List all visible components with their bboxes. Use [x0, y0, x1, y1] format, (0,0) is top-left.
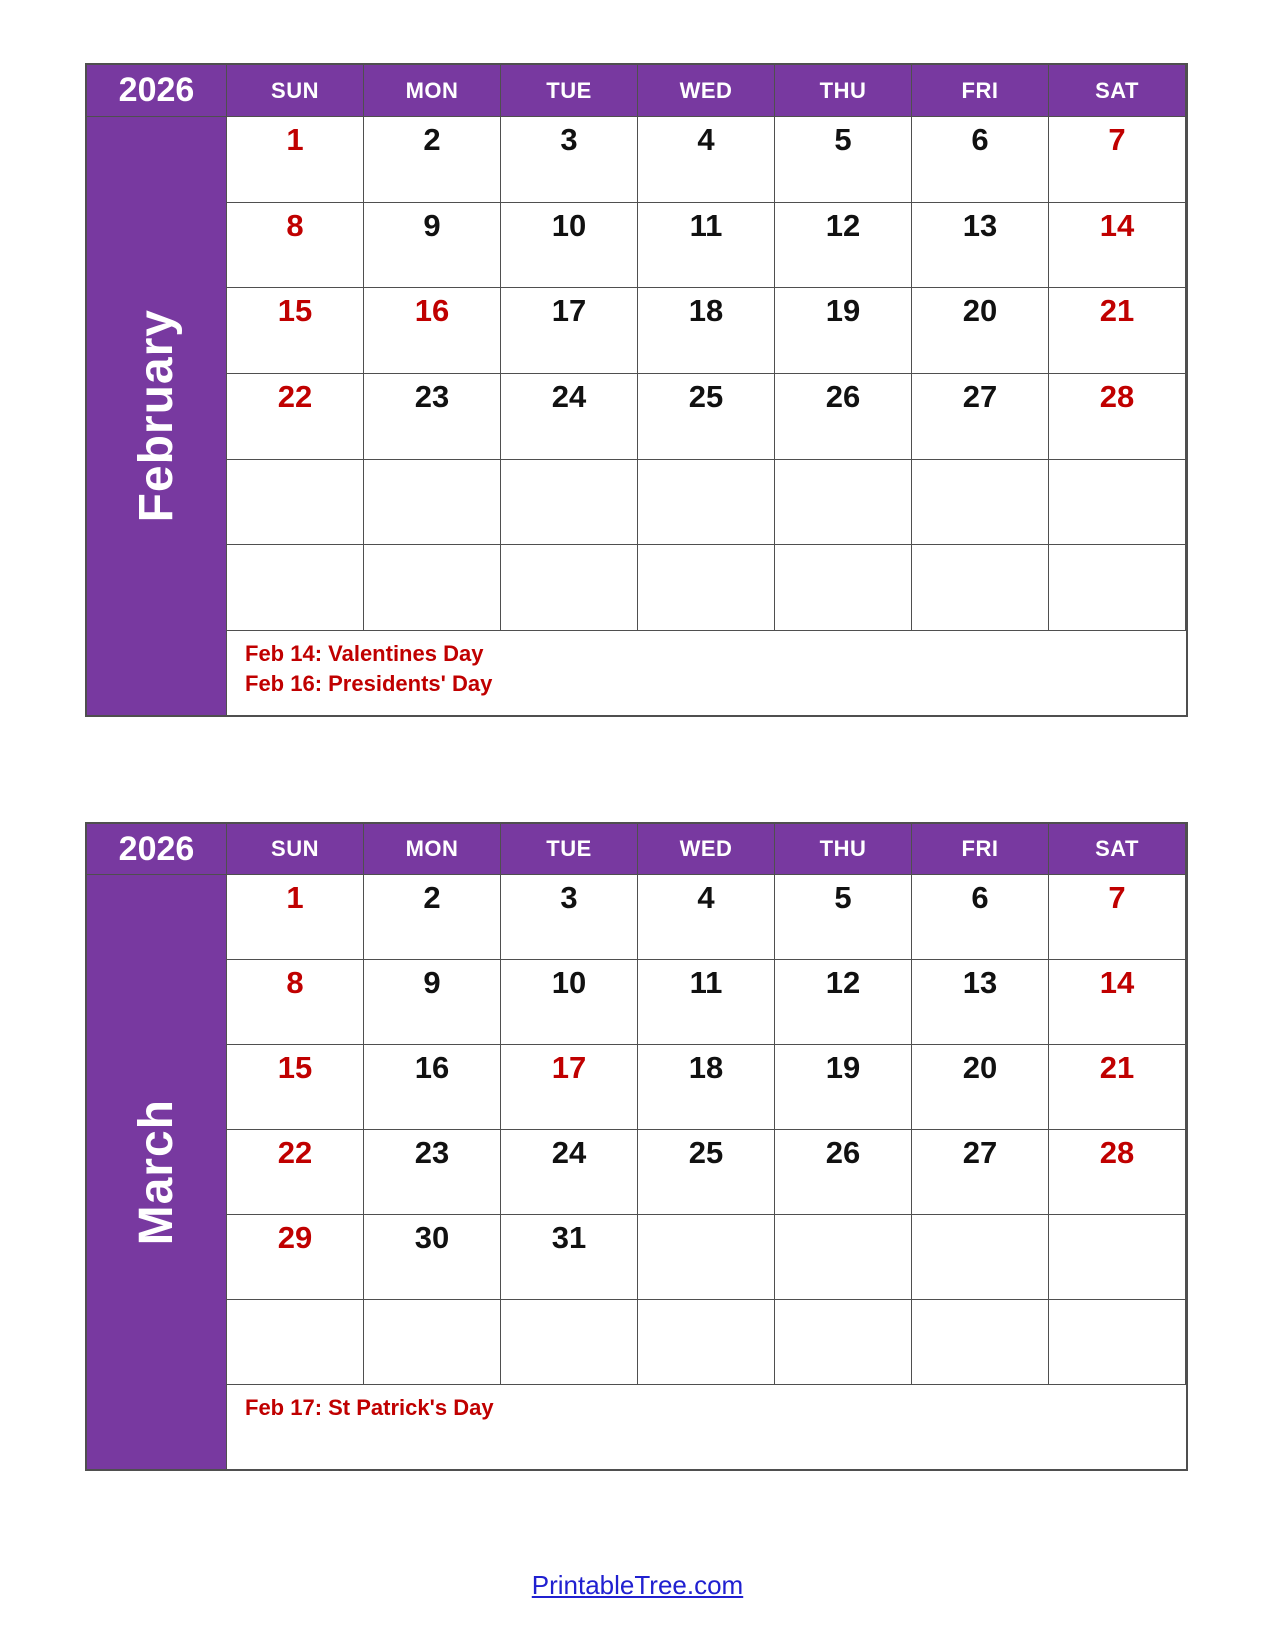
- day-cell-14: 14: [1049, 203, 1186, 289]
- day-cell-15: 15: [227, 288, 364, 374]
- day-cell-18: 18: [638, 288, 775, 374]
- day-cell-27: 27: [912, 1130, 1049, 1215]
- day-cell-13: 13: [912, 203, 1049, 289]
- day-cell-empty: [364, 545, 501, 631]
- holiday-notes: [227, 631, 1186, 715]
- holiday-notes: [227, 1385, 1186, 1469]
- day-cell-19: 19: [775, 288, 912, 374]
- day-header-wed: WED: [638, 824, 775, 875]
- day-cell-6: 6: [912, 875, 1049, 960]
- day-cell-23: 23: [364, 374, 501, 460]
- month-label: March: [130, 1098, 183, 1246]
- day-cell-empty: [1049, 460, 1186, 546]
- day-cell-17: 17: [501, 288, 638, 374]
- day-cell-13: 13: [912, 960, 1049, 1045]
- holiday-note-line: Feb 16: Presidents' Day: [245, 671, 493, 697]
- day-cell-30: 30: [364, 1215, 501, 1300]
- day-header-fri: FRI: [912, 824, 1049, 875]
- day-cell-empty: [775, 545, 912, 631]
- day-cell-empty: [364, 460, 501, 546]
- day-cell-5: 5: [775, 117, 912, 203]
- day-cell-empty: [227, 460, 364, 546]
- day-cell-2: 2: [364, 875, 501, 960]
- day-cell-7: 7: [1049, 117, 1186, 203]
- day-cell-10: 10: [501, 203, 638, 289]
- day-cell-11: 11: [638, 203, 775, 289]
- day-cell-1: 1: [227, 117, 364, 203]
- day-cell-3: 3: [501, 117, 638, 203]
- day-cell-10: 10: [501, 960, 638, 1045]
- day-cell-empty: [501, 460, 638, 546]
- day-cell-23: 23: [364, 1130, 501, 1215]
- day-cell-empty: [775, 460, 912, 546]
- day-cell-empty: [638, 1215, 775, 1300]
- day-cell-19: 19: [775, 1045, 912, 1130]
- day-cell-empty: [638, 460, 775, 546]
- day-cell-empty: [364, 1300, 501, 1385]
- day-cell-24: 24: [501, 1130, 638, 1215]
- holiday-note-line: Feb 17: St Patrick's Day: [245, 1395, 494, 1420]
- day-cell-empty: [912, 1300, 1049, 1385]
- day-cell-empty: [501, 545, 638, 631]
- calendar-march: [85, 822, 1188, 1471]
- day-cell-empty: [227, 1300, 364, 1385]
- day-cell-empty: [638, 1300, 775, 1385]
- day-cell-24: 24: [501, 374, 638, 460]
- day-cell-8: 8: [227, 960, 364, 1045]
- calendar-february: [85, 63, 1188, 717]
- day-cell-8: 8: [227, 203, 364, 289]
- day-header-tue: TUE: [501, 65, 638, 117]
- day-cell-empty: [912, 460, 1049, 546]
- day-cell-25: 25: [638, 374, 775, 460]
- day-cell-28: 28: [1049, 374, 1186, 460]
- holiday-note-line: Feb 14: Valentines Day: [245, 641, 484, 667]
- year-badge: 2026: [87, 65, 227, 117]
- day-cell-27: 27: [912, 374, 1049, 460]
- day-cell-4: 4: [638, 875, 775, 960]
- day-header-mon: MON: [364, 65, 501, 117]
- month-sidebar: [87, 875, 227, 1469]
- day-cell-4: 4: [638, 117, 775, 203]
- day-cell-1: 1: [227, 875, 364, 960]
- day-cell-empty: [775, 1215, 912, 1300]
- footer: [0, 1570, 1275, 1601]
- day-cell-28: 28: [1049, 1130, 1186, 1215]
- day-header-sun: SUN: [227, 824, 364, 875]
- day-cell-11: 11: [638, 960, 775, 1045]
- day-cell-empty: [775, 1300, 912, 1385]
- day-header-sat: SAT: [1049, 824, 1186, 875]
- day-cell-22: 22: [227, 374, 364, 460]
- day-cell-22: 22: [227, 1130, 364, 1215]
- day-header-mon: MON: [364, 824, 501, 875]
- day-cell-25: 25: [638, 1130, 775, 1215]
- day-cell-26: 26: [775, 1130, 912, 1215]
- day-cell-15: 15: [227, 1045, 364, 1130]
- day-header-tue: TUE: [501, 824, 638, 875]
- day-cell-empty: [912, 1215, 1049, 1300]
- footer-link[interactable]: PrintableTree.com: [531, 1570, 744, 1600]
- day-cell-14: 14: [1049, 960, 1186, 1045]
- day-cell-20: 20: [912, 288, 1049, 374]
- day-cell-18: 18: [638, 1045, 775, 1130]
- day-cell-empty: [912, 545, 1049, 631]
- day-cell-12: 12: [775, 203, 912, 289]
- day-cell-20: 20: [912, 1045, 1049, 1130]
- day-header-wed: WED: [638, 65, 775, 117]
- day-cell-empty: [227, 545, 364, 631]
- year-badge: 2026: [87, 824, 227, 875]
- month-sidebar: [87, 117, 227, 715]
- day-cell-empty: [1049, 545, 1186, 631]
- day-cell-empty: [501, 1300, 638, 1385]
- day-cell-29: 29: [227, 1215, 364, 1300]
- day-header-thu: THU: [775, 824, 912, 875]
- day-header-thu: THU: [775, 65, 912, 117]
- day-cell-5: 5: [775, 875, 912, 960]
- day-header-fri: FRI: [912, 65, 1049, 117]
- day-cell-31: 31: [501, 1215, 638, 1300]
- day-cell-empty: [1049, 1215, 1186, 1300]
- day-cell-2: 2: [364, 117, 501, 203]
- day-cell-12: 12: [775, 960, 912, 1045]
- day-cell-9: 9: [364, 960, 501, 1045]
- month-label: February: [130, 309, 183, 523]
- day-cell-17: 17: [501, 1045, 638, 1130]
- day-cell-21: 21: [1049, 288, 1186, 374]
- day-cell-3: 3: [501, 875, 638, 960]
- day-cell-16: 16: [364, 1045, 501, 1130]
- day-cell-26: 26: [775, 374, 912, 460]
- day-cell-7: 7: [1049, 875, 1186, 960]
- day-header-sat: SAT: [1049, 65, 1186, 117]
- day-cell-empty: [1049, 1300, 1186, 1385]
- day-header-sun: SUN: [227, 65, 364, 117]
- day-cell-21: 21: [1049, 1045, 1186, 1130]
- day-cell-9: 9: [364, 203, 501, 289]
- day-cell-6: 6: [912, 117, 1049, 203]
- day-cell-empty: [638, 545, 775, 631]
- day-cell-16: 16: [364, 288, 501, 374]
